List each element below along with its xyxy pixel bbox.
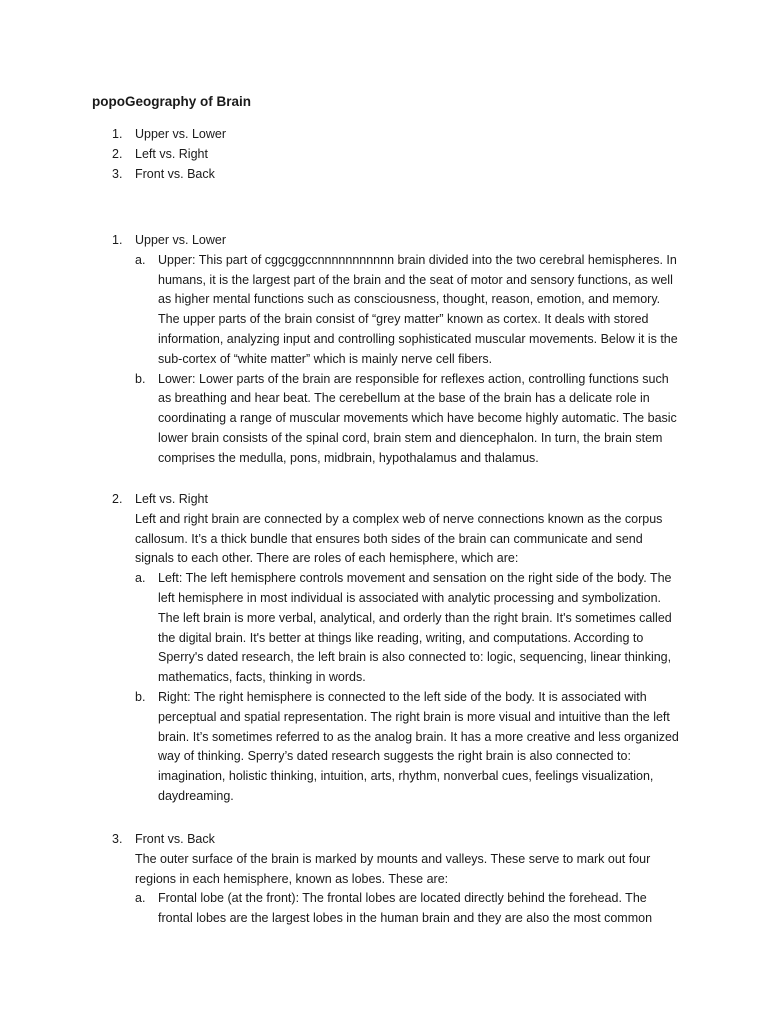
section-intro: Left and right brain are connected by a complex web of nerve connections known as the corpus callosum. It’s a thick bundle that ensures both sides of the brain can communicate and send signals to each other. There are roles of each hemisphere, which are:: [135, 511, 663, 566]
section-number: 2.: [112, 492, 123, 506]
toc-item-number: 1.: [112, 127, 123, 141]
sub-item-text: Upper: This part of cggcggccnnnnnnnnnnn brain divided into the two cerebral hemispheres. In humans, it is the largest part of the brain and the seat of motor and sensory functions, as well as higher mental functions such as consciousness, thought, reason, emotion, and memory. The upper parts of the brain consist of “grey matter” known as cortex. It deals with stored information, analyzing input and controlling sophisticated muscular movements. Below it is the sub-cortex of “white matter” which is mainly nerve cell fibers.: [158, 252, 678, 366]
section-heading: [92, 231, 692, 251]
section-number: 1.: [112, 233, 123, 247]
sub-item-left: [92, 569, 680, 688]
toc-item: [92, 125, 692, 145]
section-heading-label: Left vs. Right: [135, 492, 208, 506]
section-left-right: [92, 490, 692, 807]
sub-item-lower: [92, 370, 680, 469]
toc-item: [92, 145, 692, 165]
document-title: popoGeography of Brain: [92, 94, 252, 109]
table-of-contents: [92, 125, 692, 184]
sub-item-letter: a.: [135, 571, 146, 586]
sub-item-letter: b.: [135, 371, 146, 386]
toc-item-label: Front vs. Back: [135, 166, 215, 181]
section-intro: The outer surface of the brain is marked by mounts and valleys. These serve to mark out four regions in each hemisphere, known as lobes. These are:: [135, 851, 651, 886]
toc-item: [92, 165, 692, 185]
sub-item-frontal-lobe: [92, 889, 680, 929]
toc-item-number: 3.: [112, 166, 123, 181]
sub-item-letter: a.: [135, 252, 146, 267]
sub-item-text: Right: The right hemisphere is connected to the left side of the body. It is associated with perceptual and spatial representation. The right brain is more visual and intuitive than the left brain. It’s sometimes referred to as the analog brain. It has a more creative and less organized way of thinking. Sperry’s dated research suggests the right brain is also connected to: imagination, holistic thinking, intuition, arts, rhythm, nonverbal cues, feelings visualization, daydreaming.: [158, 689, 679, 803]
sub-item-text: Lower: Lower parts of the brain are responsible for reflexes action, controlling functions such as breathing and hear beat. The cerebellum at the base of the brain has a delicate role in coordinating a range of muscular movements which have become highly automatic. The basic lower brain consists of the spinal cord, brain stem and diencephalon. In turn, the brain stem comprises the medulla, pons, midbrain, hypothalamus and thalamus.: [158, 371, 677, 465]
sub-item-right: [92, 688, 680, 807]
section-heading: [92, 830, 692, 850]
sub-item-letter: a.: [135, 891, 146, 906]
toc-item-label: Upper vs. Lower: [135, 127, 227, 141]
section-upper-lower: [92, 231, 692, 469]
section-heading-label: Upper vs. Lower: [135, 233, 227, 247]
sub-item-upper: [92, 251, 680, 370]
section-number: 3.: [112, 832, 123, 846]
section-heading: [92, 490, 692, 510]
sub-item-letter: b.: [135, 689, 146, 704]
sub-item-text: Left: The left hemisphere controls movement and sensation on the right side of the body. The left hemisphere in most individual is associated with analytic processing and symbolization. The left brain is more verbal, analytical, and orderly than the right brain. It's sometimes called the digital brain. It's better at things like reading, writing, and computations. According to Sperry's dated research, the left brain is also connected to: logic, sequencing, linear thinking, mathematics, facts, thinking in words.: [158, 571, 672, 685]
section-front-back: [92, 830, 692, 929]
sub-item-text: Frontal lobe (at the front): The frontal lobes are located directly behind the forehead. The frontal lobes are the largest lobes in the human brain and they are also the most common: [158, 891, 653, 926]
toc-item-number: 2.: [112, 146, 123, 161]
section-heading-label: Front vs. Back: [135, 832, 215, 846]
toc-item-label: Left vs. Right: [135, 146, 208, 161]
